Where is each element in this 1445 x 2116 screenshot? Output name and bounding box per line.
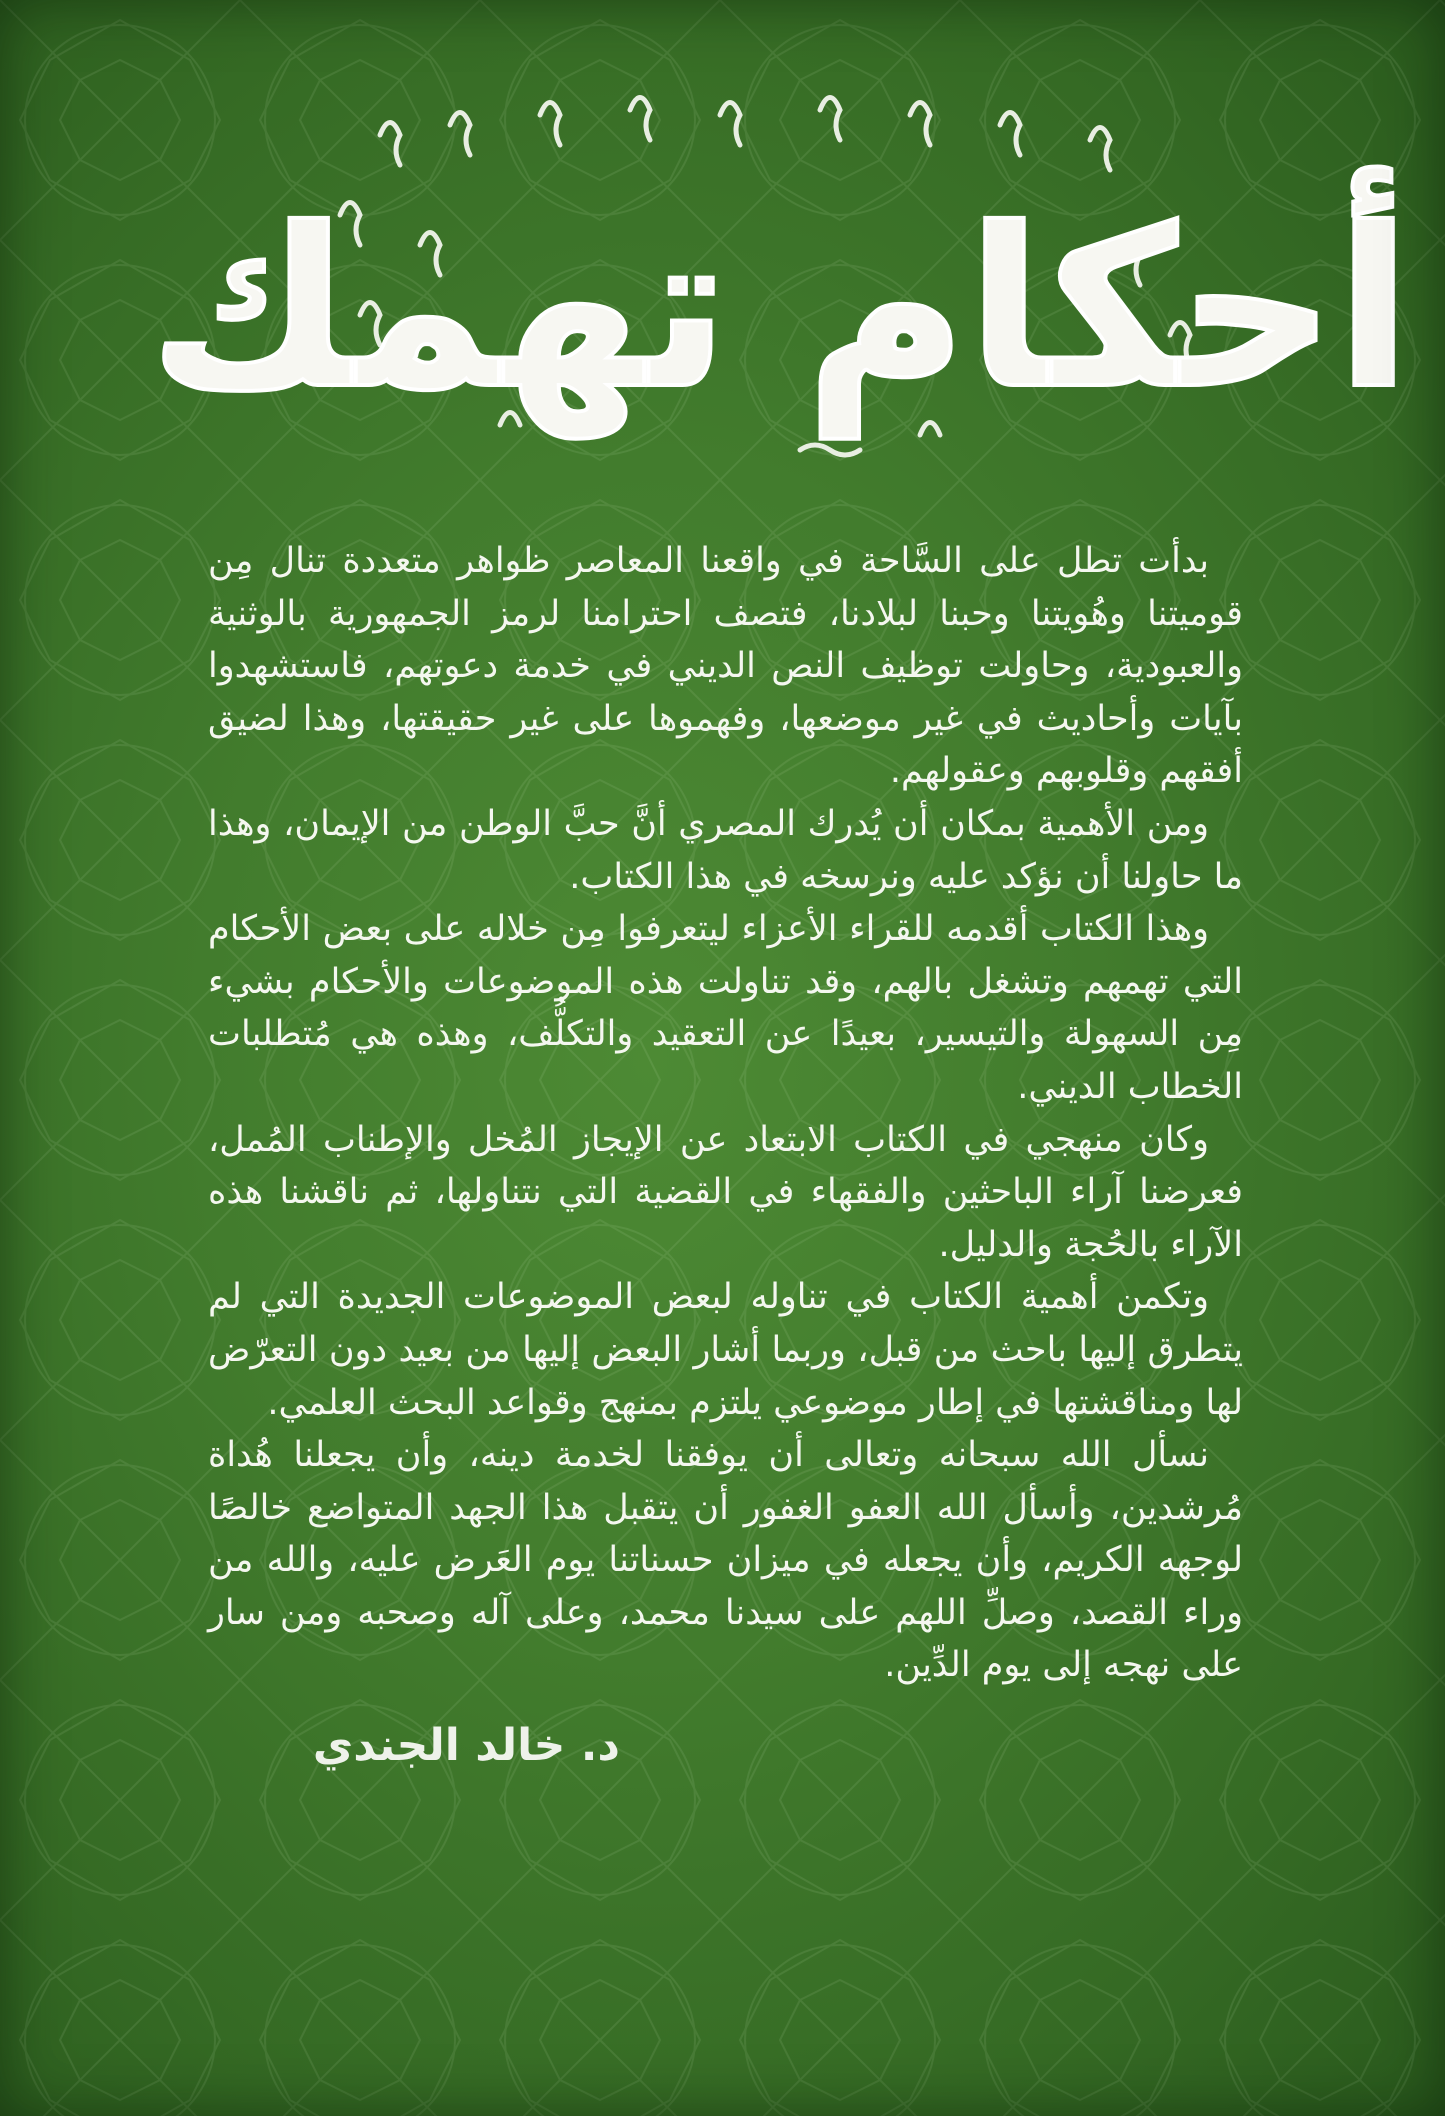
- description-paragraph-5: وتكمن أهمية الكتاب في تناوله لبعض الموضوعات الجديدة التي لم يتطرق إليها باحث من قبل، وربما أشار البعض إليها من بعيد دون التعرّض لها ومناقشتها في إطار موضوعي يلتزم بمنهج وقواعد البحث العلمي.: [208, 1277, 1243, 1423]
- book-title: [148, 95, 1412, 495]
- back-cover-description: [208, 535, 1243, 1692]
- title-calligraphy: [148, 95, 1412, 495]
- title-text: أحكام تهمك: [148, 181, 1412, 437]
- description-paragraph-6: نسأل الله سبحانه وتعالى أن يوفقنا لخدمة دينه، وأن يجعلنا هُداة مُرشدين، وأسأل الله العفو الغفور أن يتقبل هذا الجهد المتواضع خالصًا لوجهه الكريم، وأن يجعله في ميزان حسناتنا يوم العَرض عليه، والله من وراء القصد، وصلِّ اللهم على سيدنا محمد، وعلى آله وصحبه ومن سار على نهجه إلى يوم الدِّين.: [208, 1435, 1243, 1686]
- description-paragraph-2: ومن الأهمية بمكان أن يُدرك المصري أنَّ حبَّ الوطن من الإيمان، وهذا ما حاولنا أن نؤكد عليه ونرسخه في هذا الكتاب.: [208, 803, 1243, 897]
- description-paragraph-4: وكان منهجي في الكتاب الابتعاد عن الإيجاز المُخل والإطناب المُمل، فعرضنا آراء الباحثين والفقهاء في القضية التي نتناولها، ثم ناقشنا هذه الآراء بالحُجة والدليل.: [208, 1119, 1243, 1265]
- author-name: د. خالد الجندي: [312, 1720, 620, 1771]
- description-paragraph-3: وهذا الكتاب أقدمه للقراء الأعزاء ليتعرفوا مِن خلاله على بعض الأحكام التي تهمهم وتشغل بالهم، وقد تناولت هذه الموضوعات والأحكام بشيء مِن السهولة والتيسير، بعيدًا عن التعقيد والتكلُّف، وهذه هي مُتطلبات الخطاب الديني.: [208, 909, 1243, 1107]
- description-paragraph-1: بدأت تطل على السَّاحة في واقعنا المعاصر ظواهر متعددة تنال مِن قوميتنا وهُويتنا وحبنا لبلادنا، فتصف احترامنا لرمز الجمهورية بالوثنية والعبودية، وحاولت توظيف النص الديني في خدمة دعوتهم، فاستشهدوا بآيات وأحاديث في غير موضعها، وفهموها على غير حقيقتها، وهذا لضيق أفقهم وقلوبهم وعقولهم.: [208, 541, 1243, 792]
